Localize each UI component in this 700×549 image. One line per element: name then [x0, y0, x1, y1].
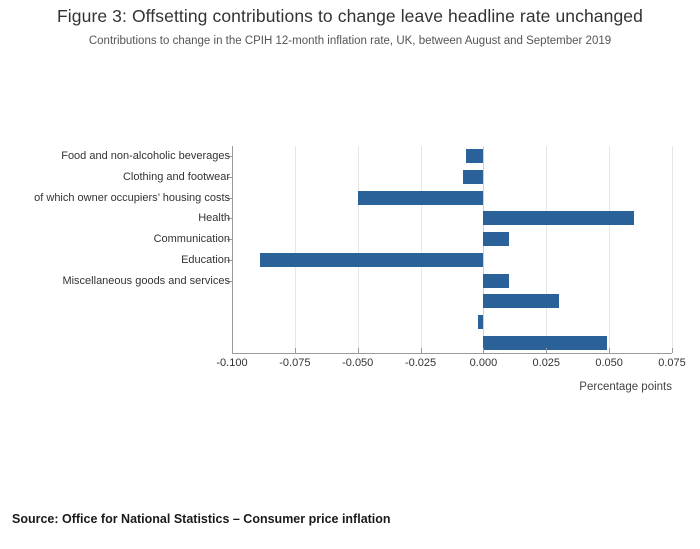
- x-axis-tick-mark: [421, 348, 422, 353]
- bar: [260, 253, 484, 267]
- bar: [483, 232, 508, 246]
- bar: [478, 315, 483, 329]
- bar: [483, 211, 634, 225]
- bar: [483, 336, 606, 350]
- x-axis-title: Percentage points: [579, 381, 672, 393]
- category-label: Communication: [153, 233, 230, 246]
- x-axis-tick-label: 0.000: [469, 357, 498, 369]
- x-axis-tick-label: -0.025: [404, 357, 437, 369]
- x-axis-tick-mark: [672, 348, 673, 353]
- gridline: [546, 146, 547, 353]
- bar: [358, 191, 484, 205]
- x-axis-tick-mark: [358, 348, 359, 353]
- bar: [483, 274, 508, 288]
- x-axis-tick-label: -0.075: [279, 357, 311, 369]
- category-label: Education: [181, 253, 230, 266]
- category-label: Miscellaneous goods and services: [62, 274, 230, 287]
- gridline: [421, 146, 422, 353]
- x-axis-tick-mark: [609, 348, 610, 353]
- x-axis-tick-label: 0.050: [595, 357, 623, 369]
- x-axis-tick-mark: [232, 348, 233, 353]
- category-label: Health: [198, 212, 230, 225]
- x-axis-tick-label: -0.100: [216, 357, 248, 369]
- category-label: Food and non-alcoholic beverages: [61, 150, 230, 163]
- x-axis-tick-mark: [295, 348, 296, 353]
- category-label: Clothing and footwear: [122, 171, 230, 184]
- bar: [483, 294, 558, 308]
- y-axis-line: [232, 146, 233, 353]
- category-label: of which owner occupiers’ housing costs: [34, 191, 230, 204]
- x-axis-tick-label: 0.025: [532, 357, 561, 369]
- source-note: Source: Office for National Statistics – Consumer price inflation: [12, 512, 391, 526]
- gridline: [672, 146, 673, 353]
- x-axis-tick-mark: [483, 348, 484, 353]
- bar: [466, 149, 484, 163]
- chart-subtitle: Contributions to change in the CPIH 12-month inflation rate, UK, between August and September 2019: [88, 35, 612, 47]
- chart-title: Figure 3: Offsetting contributions to change leave headline rate unchanged: [57, 6, 643, 26]
- x-axis-tick-label: 0.075: [658, 357, 686, 369]
- zero-line: [483, 146, 484, 353]
- bar: [463, 170, 483, 184]
- gridline: [609, 146, 610, 353]
- gridline: [295, 146, 296, 353]
- plot-area: [232, 146, 672, 353]
- x-axis-tick-label: -0.050: [342, 357, 374, 369]
- x-axis-tick-mark: [546, 348, 547, 353]
- x-axis-ticks: [216, 353, 686, 373]
- gridline: [358, 146, 359, 353]
